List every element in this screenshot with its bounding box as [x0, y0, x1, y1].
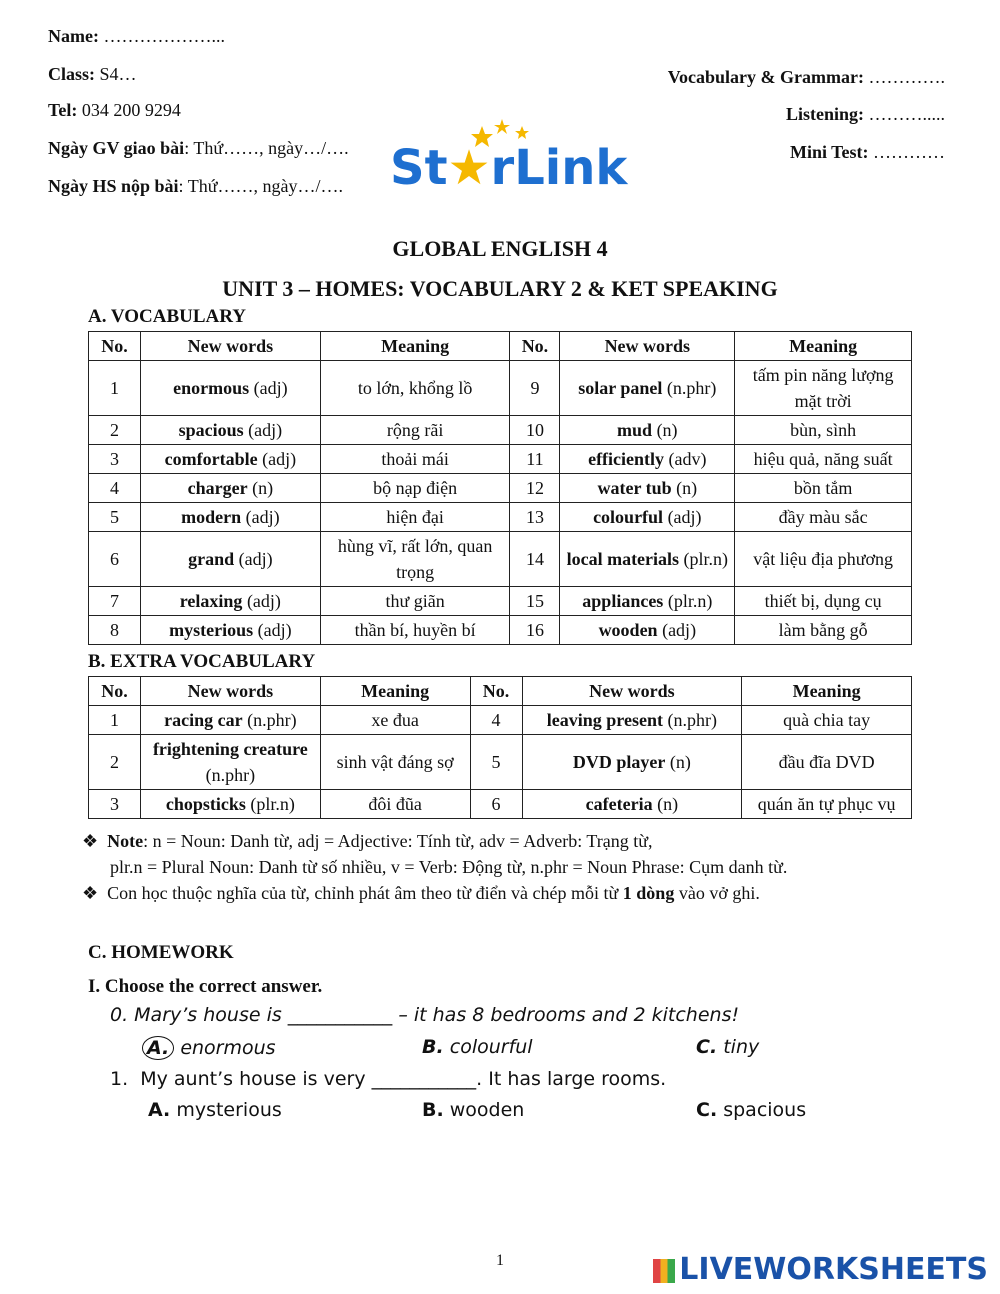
number-cell: 8 [89, 616, 141, 645]
question-1: 1. My aunt’s house is very ___________. It has large rooms. [110, 1068, 667, 1090]
meaning-cell: tấm pin năng lượng mặt trời [735, 361, 912, 416]
number-cell: 5 [89, 503, 141, 532]
meaning-cell: hiện đại [320, 503, 510, 532]
word-cell: modern (adj) [140, 503, 320, 532]
word-cell: mysterious (adj) [140, 616, 320, 645]
q0-option-a[interactable]: A. enormous [142, 1036, 276, 1060]
meaning-cell: bùn, sình [735, 416, 912, 445]
number-cell: 15 [510, 587, 560, 616]
meaning-cell: đôi đũa [320, 790, 470, 819]
number-cell: 4 [470, 706, 522, 735]
page-subtitle: UNIT 3 – HOMES: VOCABULARY 2 & KET SPEAKING [222, 276, 778, 301]
extra-vocab-table [88, 676, 912, 819]
number-cell: 6 [89, 532, 141, 587]
table-row [89, 416, 912, 445]
q0-option-b[interactable]: B. colourful [422, 1036, 533, 1058]
meaning-cell: đầy màu sắc [735, 503, 912, 532]
q1-option-b[interactable]: B. wooden [422, 1099, 525, 1121]
word-cell: wooden (adj) [560, 616, 735, 645]
number-cell: 5 [470, 735, 522, 790]
number-cell: 3 [89, 790, 141, 819]
diamond-bullet-icon: ❖ [82, 831, 99, 851]
meaning-cell: thư giãn [320, 587, 510, 616]
starlink-logo: St★rLink [390, 120, 630, 200]
class-field: Class: S4… [48, 64, 137, 84]
table-row [89, 474, 912, 503]
word-cell: efficiently (adv) [560, 445, 735, 474]
number-cell: 14 [510, 532, 560, 587]
table-row [89, 735, 912, 790]
meaning-cell: thiết bị, dụng cụ [735, 587, 912, 616]
note-line-2: plr.n = Plural Noun: Danh từ số nhiều, v = Verb: Động từ, n.phr = Noun Phrase: Cụm danh từ. [110, 857, 788, 877]
meaning-cell: quà chia tay [742, 706, 912, 735]
word-cell: frightening creature (n.phr) [140, 735, 320, 790]
word-cell: grand (adj) [140, 532, 320, 587]
meaning-cell: bồn tắm [735, 474, 912, 503]
meaning-cell: thần bí, huyền bí [320, 616, 510, 645]
word-cell: racing car (n.phr) [140, 706, 320, 735]
homework-heading: C. HOMEWORK [88, 942, 234, 963]
word-cell: appliances (plr.n) [560, 587, 735, 616]
word-cell: spacious (adj) [140, 416, 320, 445]
number-cell: 1 [89, 361, 141, 416]
word-cell: charger (n) [140, 474, 320, 503]
number-cell: 10 [510, 416, 560, 445]
score-vocab-grammar: Vocabulary & Grammar: …………. [667, 67, 945, 87]
table-row [89, 616, 912, 645]
name-field: Name: ………………... [48, 26, 225, 46]
meaning-cell: làm bằng gỗ [735, 616, 912, 645]
extra-header-row: No. New words Meaning No. New words Meaning [89, 677, 912, 706]
word-cell: colourful (adj) [560, 503, 735, 532]
meaning-cell: đầu đĩa DVD [742, 735, 912, 790]
liveworksheets-icon [653, 1259, 675, 1283]
q0-option-c[interactable]: C. tiny [696, 1036, 760, 1058]
submit-date-field: Ngày HS nộp bài: Thứ……, ngày…/…. [48, 176, 343, 196]
meaning-cell: hùng vĩ, rất lớn, quan trọng [320, 532, 510, 587]
number-cell: 11 [510, 445, 560, 474]
meaning-cell: quán ăn tự phục vụ [742, 790, 912, 819]
number-cell: 4 [89, 474, 141, 503]
meaning-cell: bộ nạp điện [320, 474, 510, 503]
score-listening: Listening: ………..... [785, 104, 945, 124]
number-cell: 3 [89, 445, 141, 474]
number-cell: 2 [89, 735, 141, 790]
table-row [89, 445, 912, 474]
table-row [89, 503, 912, 532]
word-cell: DVD player (n) [522, 735, 742, 790]
table-row [89, 790, 912, 819]
number-cell: 1 [89, 706, 141, 735]
word-cell: comfortable (adj) [140, 445, 320, 474]
question-0: 0. Mary’s house is ___________ – it has 8 bedrooms and 2 kitchens! [110, 1004, 740, 1026]
word-cell: chopsticks (plr.n) [140, 790, 320, 819]
number-cell: 2 [89, 416, 141, 445]
assign-date-field: Ngày GV giao bài: Thứ……, ngày…/…. [48, 138, 349, 158]
tip-line: ❖ Con học thuộc nghĩa của từ, chỉnh phát âm theo từ điển và chép mỗi từ 1 dòng vào vở ghi. [82, 883, 760, 903]
word-cell: enormous (adj) [140, 361, 320, 416]
number-cell: 16 [510, 616, 560, 645]
score-mini-test: Mini Test: ………… [789, 142, 945, 162]
homework-task: I. Choose the correct answer. [88, 976, 323, 997]
table-row [89, 706, 912, 735]
note-line-1: ❖ Note: n = Noun: Danh từ, adj = Adjective: Tính từ, adv = Adverb: Trạng từ, [82, 831, 653, 851]
word-cell: relaxing (adj) [140, 587, 320, 616]
word-cell: local materials (plr.n) [560, 532, 735, 587]
q1-option-a[interactable]: A. mysterious [148, 1099, 282, 1121]
table-row [89, 361, 912, 416]
meaning-cell: vật liệu địa phương [735, 532, 912, 587]
word-cell: leaving present (n.phr) [522, 706, 742, 735]
meaning-cell: rộng rãi [320, 416, 510, 445]
vocab-heading: A. VOCABULARY [88, 306, 247, 327]
q1-option-c[interactable]: C. spacious [696, 1099, 807, 1121]
vocab-header-row: No. New words Meaning No. New words Meaning [89, 332, 912, 361]
vocab-table [88, 331, 912, 645]
number-cell: 6 [470, 790, 522, 819]
number-cell: 12 [510, 474, 560, 503]
number-cell: 7 [89, 587, 141, 616]
number-cell: 13 [510, 503, 560, 532]
liveworksheets-logo[interactable]: LIVEWORKSHEETS [653, 1252, 988, 1287]
page-number: 1 [496, 1252, 504, 1269]
table-row [89, 532, 912, 587]
meaning-cell: sinh vật đáng sợ [320, 735, 470, 790]
meaning-cell: to lớn, khổng lồ [320, 361, 510, 416]
diamond-bullet-icon: ❖ [82, 883, 99, 903]
tel-field: Tel: 034 200 9294 [48, 100, 181, 120]
meaning-cell: thoải mái [320, 445, 510, 474]
meaning-cell: hiệu quả, năng suất [735, 445, 912, 474]
word-cell: mud (n) [560, 416, 735, 445]
word-cell: water tub (n) [560, 474, 735, 503]
word-cell: cafeteria (n) [522, 790, 742, 819]
extra-vocab-heading: B. EXTRA VOCABULARY [88, 651, 316, 672]
page-title: GLOBAL ENGLISH 4 [392, 236, 608, 261]
number-cell: 9 [510, 361, 560, 416]
meaning-cell: xe đua [320, 706, 470, 735]
word-cell: solar panel (n.phr) [560, 361, 735, 416]
table-row [89, 587, 912, 616]
